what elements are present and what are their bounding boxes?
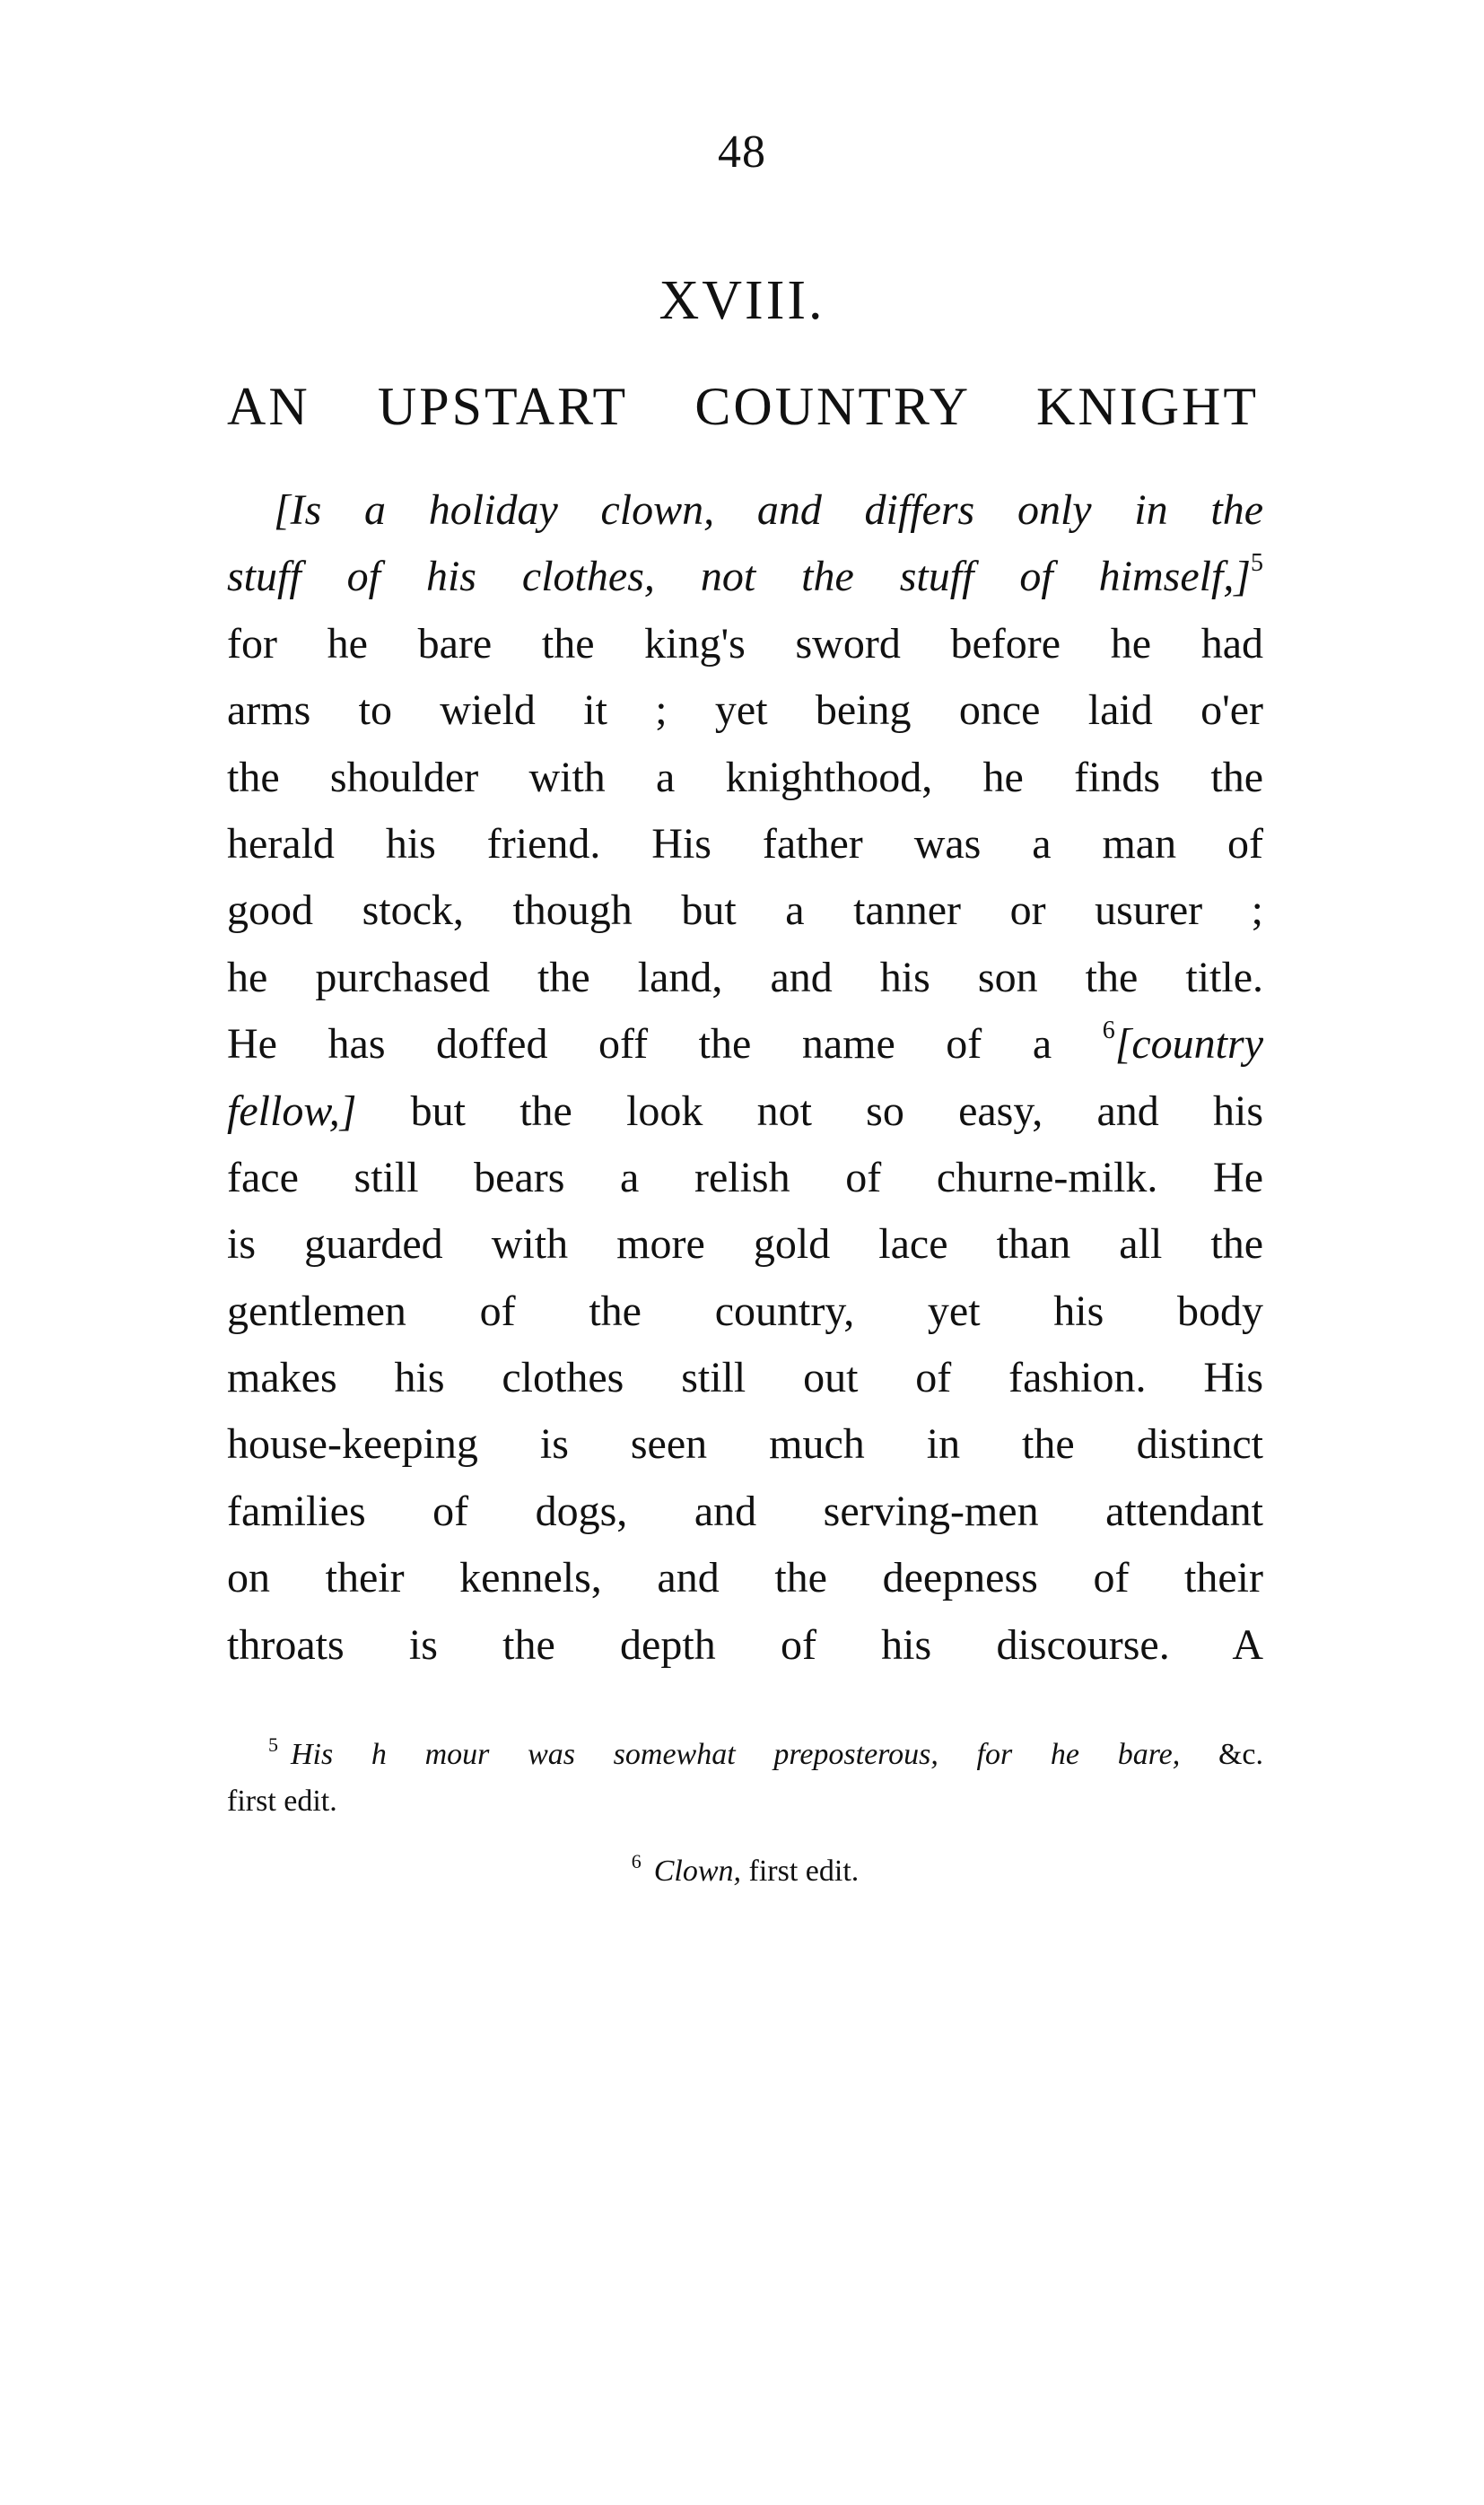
- body-line: makes his clothes still out of fashion. His: [227, 1354, 1263, 1402]
- body-line: good stock, though but a tanner or usurer ;: [227, 886, 1263, 935]
- italic-text: His h mour was somewhat preposterous, for he bare,: [291, 1738, 1181, 1771]
- body-line: on their kennels, and the deepness of their: [227, 1554, 1263, 1602]
- italic-text: fellow,]: [227, 1087, 357, 1135]
- footnote-5: [227, 1732, 1263, 1778]
- footnote-reference: 5: [1251, 549, 1263, 578]
- body-line: herald his friend. His father was a man of: [227, 819, 1263, 868]
- footnote-mark: 5: [268, 1733, 278, 1756]
- body-line: gentlemen of the country, yet his body: [227, 1287, 1263, 1335]
- body-line: arms to wield it ; yet being once laid o'er: [227, 686, 1263, 735]
- line-text: He has doffed off the name of a: [227, 1020, 1103, 1069]
- chapter-title: AN UPSTART COUNTRY KNIGHT: [227, 377, 1259, 436]
- body-line: for he bare the king's sword before he had: [227, 619, 1263, 668]
- chapter-number: XVIII.: [659, 270, 825, 331]
- footnote-text: &c.: [1180, 1738, 1263, 1771]
- page-number: 48: [718, 127, 766, 178]
- body-line: he purchased the land, and his son the title.: [227, 953, 1263, 1001]
- body-line: the shoulder with a knighthood, he finds the: [227, 753, 1263, 801]
- body-line: [227, 477, 1263, 544]
- body-line: is guarded with more gold lace than all the: [227, 1220, 1263, 1269]
- line-text: but the look not so easy, and his: [356, 1087, 1263, 1135]
- italic-text: Clown,: [653, 1855, 742, 1888]
- italic-text: stuff of his clothes, not the stuff of himself,]: [227, 553, 1251, 601]
- body-line: [227, 544, 1263, 610]
- body-line: [227, 1011, 1263, 1078]
- body-line: face still bears a relish of churne-milk. He: [227, 1153, 1263, 1201]
- footnotes: [227, 1732, 1263, 1895]
- footnote-mark: 6: [631, 1850, 642, 1872]
- footnote-5-continuation: first edit.: [227, 1785, 337, 1818]
- body-line: throats is the depth of his discourse. A: [227, 1620, 1263, 1669]
- footnote-reference: 6: [1102, 1017, 1115, 1045]
- body-text: [227, 477, 1263, 1679]
- body-line: [227, 1078, 1263, 1145]
- body-line: families of dogs, and serving-men attendant: [227, 1487, 1263, 1535]
- footnote-text: first edit.: [741, 1855, 860, 1888]
- body-line: house-keeping is seen much in the distinct: [227, 1420, 1263, 1469]
- italic-text: [country: [1114, 1020, 1263, 1069]
- italic-text: [Is a holiday clown, and differs only in the: [274, 486, 1263, 534]
- footnote-6: [227, 1848, 1263, 1895]
